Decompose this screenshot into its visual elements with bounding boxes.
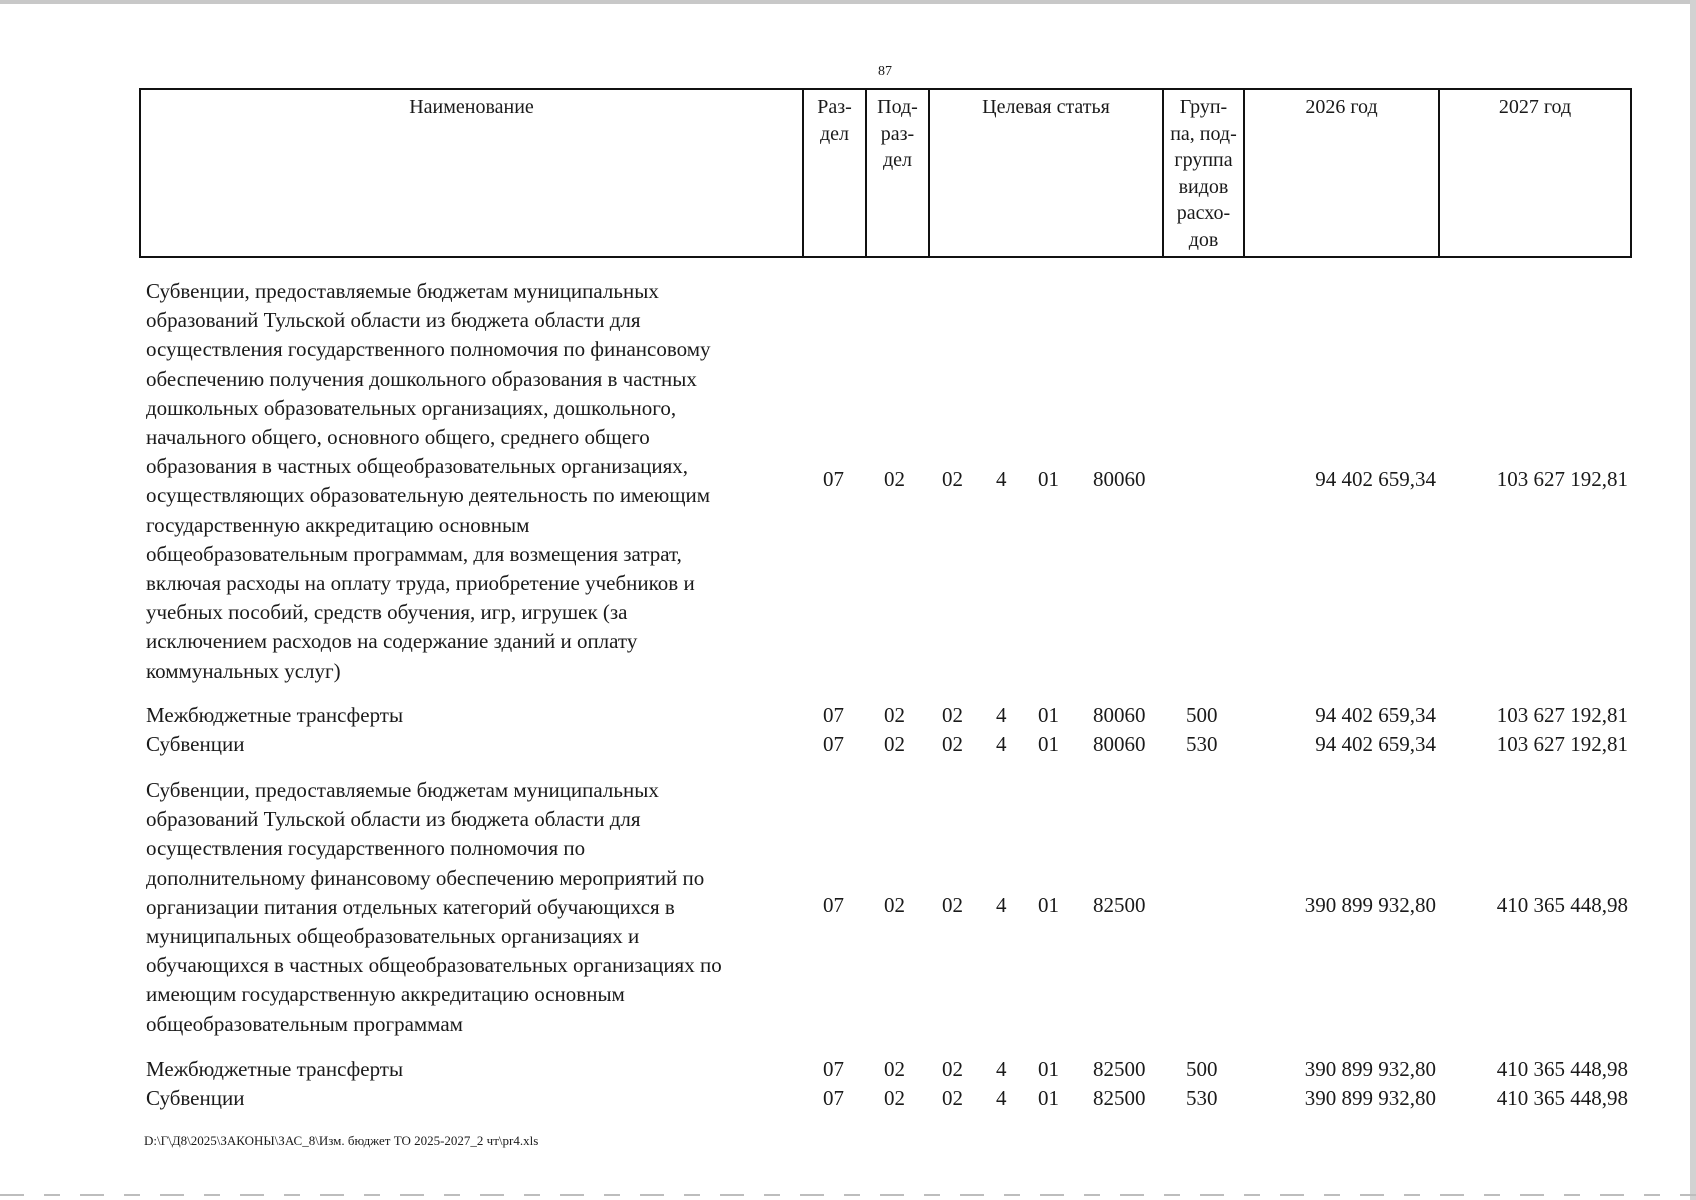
description-line: коммунальных услуг) bbox=[146, 658, 341, 683]
cell-podrazdel: 02 bbox=[884, 1057, 905, 1081]
cell-cs4: 82500 bbox=[1093, 1086, 1146, 1110]
header-y2027 bbox=[1440, 90, 1630, 256]
cell-y2026: 94 402 659,34 bbox=[1315, 467, 1436, 491]
description-line: общеобразовательным программам, для возмещения затрат, bbox=[146, 541, 682, 566]
cell-y2026: 94 402 659,34 bbox=[1315, 732, 1436, 756]
cell-cs3: 01 bbox=[1038, 703, 1059, 727]
cell-cs2: 4 bbox=[996, 1086, 1007, 1110]
description-line: образований Тульской области из бюджета области для bbox=[146, 807, 641, 832]
row-description bbox=[146, 776, 796, 1039]
cell-podrazdel: 02 bbox=[884, 467, 905, 491]
row-description bbox=[146, 1084, 796, 1113]
row-description bbox=[146, 1055, 796, 1084]
description-line: осуществления государственного полномочия по финансовому bbox=[146, 337, 711, 362]
description-line: начального общего, основного общего, среднего общего bbox=[146, 425, 650, 450]
cell-cs4: 82500 bbox=[1093, 1057, 1146, 1081]
cell-y2026: 390 899 932,80 bbox=[1304, 893, 1436, 917]
description-line: Межбюджетные трансферты bbox=[146, 1057, 404, 1081]
header-vid-line: дов bbox=[1188, 228, 1219, 251]
file-path: D:\Г\Д8\2025\ЗАКОНЫ\ЗАС_8\Изм. бюджет ТО 2025-2027_2 чт\pr4.xls bbox=[144, 1133, 539, 1148]
cell-cs4: 80060 bbox=[1093, 467, 1146, 491]
description-line: Субвенции bbox=[146, 732, 245, 756]
description-line: включая расходы на оплату труда, приобретение учебников и bbox=[146, 571, 695, 596]
cell-cs1: 02 bbox=[942, 1086, 963, 1110]
cell-cs1: 02 bbox=[942, 893, 963, 917]
header-celevaya bbox=[930, 90, 1164, 256]
header-vid-line: Груп- bbox=[1179, 96, 1228, 118]
cell-cs2: 4 bbox=[996, 467, 1007, 491]
header-celevaya-text: Целевая статья bbox=[982, 96, 1110, 118]
description-line: осуществляющих образовательную деятельность по имеющим bbox=[146, 483, 711, 508]
description-line: имеющим государственную аккредитацию основным bbox=[146, 982, 625, 1007]
cell-y2027: 410 365 448,98 bbox=[1496, 1086, 1628, 1110]
cell-cs2: 4 bbox=[996, 893, 1007, 917]
cell-cs4: 80060 bbox=[1093, 703, 1146, 727]
description-line: Межбюджетные трансферты bbox=[146, 703, 404, 727]
header-vid-line: расхо- bbox=[1176, 202, 1231, 224]
header-vid-line: видов bbox=[1178, 175, 1229, 198]
row-description bbox=[146, 277, 796, 686]
scan-right-edge bbox=[1690, 0, 1696, 1200]
cell-vr: 530 bbox=[1186, 732, 1218, 756]
description-line: муниципальных общеобразовательных организациях и bbox=[146, 924, 640, 949]
cell-cs2: 4 bbox=[996, 732, 1007, 756]
cell-cs1: 02 bbox=[942, 703, 963, 727]
cell-vr: 530 bbox=[1186, 1086, 1218, 1110]
cell-vr: 500 bbox=[1186, 703, 1218, 727]
cell-razdel: 07 bbox=[823, 1057, 844, 1081]
row-description bbox=[146, 701, 796, 730]
cell-cs1: 02 bbox=[942, 1057, 963, 1081]
cell-cs3: 01 bbox=[1038, 732, 1059, 756]
header-vid bbox=[1164, 90, 1245, 256]
header-name bbox=[141, 90, 804, 256]
description-line: Субвенции, предоставляемые бюджетам муниципальных bbox=[146, 279, 659, 303]
cell-cs2: 4 bbox=[996, 1057, 1007, 1081]
scan-bottom-marks bbox=[0, 1194, 1696, 1196]
cell-podrazdel: 02 bbox=[884, 893, 905, 917]
cell-y2027: 410 365 448,98 bbox=[1496, 1057, 1628, 1081]
description-line: организации питания отдельных категорий обучающихся в bbox=[146, 894, 675, 919]
cell-cs1: 02 bbox=[942, 467, 963, 491]
header-y2027-text: 2027 год bbox=[1498, 96, 1572, 118]
cell-podrazdel: 02 bbox=[884, 703, 905, 727]
cell-y2027: 103 627 192,81 bbox=[1496, 732, 1628, 756]
page-number: 87 bbox=[878, 64, 892, 79]
cell-cs3: 01 bbox=[1038, 893, 1059, 917]
cell-razdel: 07 bbox=[823, 893, 844, 917]
row-description bbox=[146, 730, 796, 759]
description-line: дополнительному финансовому обеспечению мероприятий по bbox=[146, 865, 705, 890]
header-vid-line: группа bbox=[1174, 149, 1233, 171]
description-line: исключением расходов на содержание зданий и оплату bbox=[146, 629, 638, 654]
header-razdel-line: дел bbox=[819, 122, 850, 145]
header-podrazdel-line: дел bbox=[882, 149, 913, 171]
header-y2026-text: 2026 год bbox=[1305, 96, 1378, 118]
cell-razdel: 07 bbox=[823, 703, 844, 727]
cell-razdel: 07 bbox=[823, 467, 844, 491]
cell-cs4: 82500 bbox=[1093, 893, 1146, 917]
scan-top-edge bbox=[0, 0, 1696, 4]
description-line: Субвенции, предоставляемые бюджетам муниципальных bbox=[146, 778, 659, 802]
cell-cs3: 01 bbox=[1038, 1057, 1059, 1081]
description-line: дошкольных образовательных организациях, дошкольного, bbox=[146, 395, 677, 420]
description-line: образования в частных общеобразовательных организациях, bbox=[146, 454, 689, 479]
cell-razdel: 07 bbox=[823, 732, 844, 756]
header-podrazdel bbox=[867, 90, 930, 256]
cell-cs3: 01 bbox=[1038, 1086, 1059, 1110]
description-line: обеспечению получения дошкольного образования в частных bbox=[146, 366, 697, 391]
header-podrazdel-line: Под- bbox=[877, 96, 918, 118]
cell-podrazdel: 02 bbox=[884, 732, 905, 756]
header-y2026 bbox=[1245, 90, 1440, 256]
description-line: образований Тульской области из бюджета области для bbox=[146, 308, 641, 333]
cell-vr: 500 bbox=[1186, 1057, 1218, 1081]
description-line: обучающихся в частных общеобразовательных организациях по bbox=[146, 953, 722, 978]
cell-y2026: 390 899 932,80 bbox=[1304, 1086, 1436, 1110]
description-line: общеобразовательным программам bbox=[146, 1011, 463, 1036]
description-line: Субвенции bbox=[146, 1086, 245, 1110]
cell-y2027: 103 627 192,81 bbox=[1496, 467, 1628, 491]
cell-podrazdel: 02 bbox=[884, 1086, 905, 1110]
cell-y2027: 410 365 448,98 bbox=[1496, 893, 1628, 917]
header-vid-line: па, под- bbox=[1170, 122, 1237, 145]
header-name-text: Наименование bbox=[409, 96, 534, 118]
table-header bbox=[139, 88, 1632, 258]
cell-y2026: 94 402 659,34 bbox=[1315, 703, 1436, 727]
cell-razdel: 07 bbox=[823, 1086, 844, 1110]
header-razdel bbox=[804, 90, 867, 256]
header-razdel-line: Раз- bbox=[817, 96, 852, 118]
cell-cs1: 02 bbox=[942, 732, 963, 756]
description-line: государственную аккредитацию основным bbox=[146, 512, 530, 537]
description-line: осуществления государственного полномочия по bbox=[146, 836, 586, 861]
cell-y2026: 390 899 932,80 bbox=[1304, 1057, 1436, 1081]
header-podrazdel-line: раз- bbox=[880, 122, 915, 145]
cell-y2027: 103 627 192,81 bbox=[1496, 703, 1628, 727]
cell-cs2: 4 bbox=[996, 703, 1007, 727]
description-line: учебных пособий, средств обучения, игр, игрушек (за bbox=[146, 600, 628, 625]
cell-cs3: 01 bbox=[1038, 467, 1059, 491]
cell-cs4: 80060 bbox=[1093, 732, 1146, 756]
